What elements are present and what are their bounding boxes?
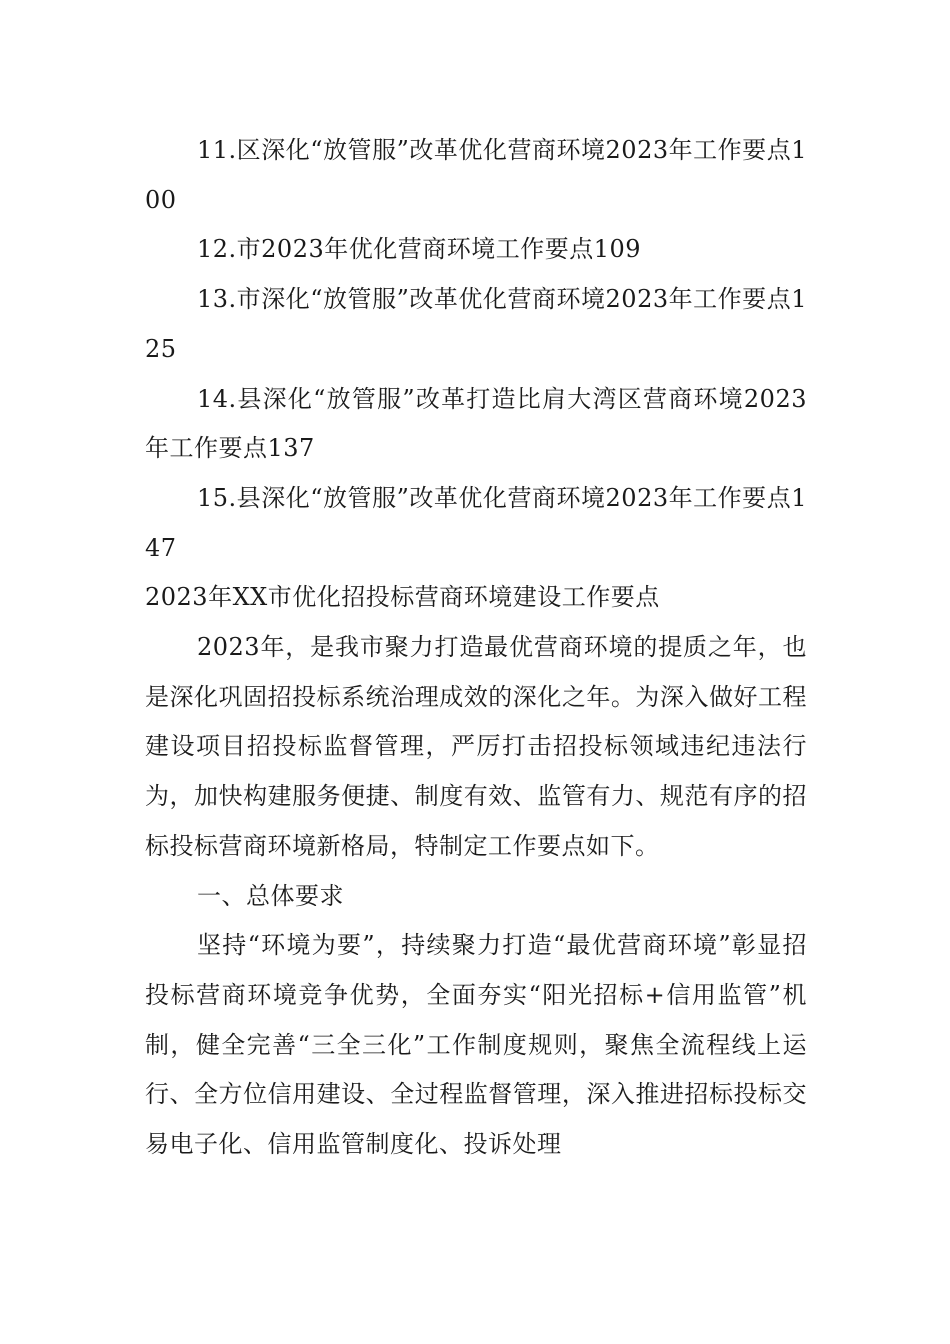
toc-item-15: 15.县深化“放管服”改革优化营商环境2023年工作要点147 [145, 483, 807, 562]
document-title: 2023年XX市优化招投标营商环境建设工作要点 [145, 583, 660, 612]
toc-item-11: 11.区深化“放管服”改革优化营商环境2023年工作要点100 [145, 136, 807, 214]
document-body [145, 126, 807, 1170]
section-heading-general-requirements: 一、总体要求 [197, 881, 344, 910]
toc-item-13: 13.市深化“放管服”改革优化营商环境2023年工作要点125 [145, 285, 807, 363]
toc-item-14: 14.县深化“放管服”改革打造比肩大湾区营商环境2023年工作要点137 [145, 384, 807, 463]
intro-paragraph: 2023年，是我市聚力打造最优营商环境的提质之年，也是深化巩固招投标系统治理成效的深化之年。为深入做好工程建设项目招投标监督管理，严厉打击招投标领域违纪违法行为，加快构建服务便捷、制度有效、监管有力、规范有序的招标投标营商环境新格局，特制定工作要点如下。 [145, 633, 807, 860]
toc-item-12: 12.市2023年优化营商环境工作要点109 [197, 235, 642, 264]
section-body-general-requirements: 坚持“环境为要”，持续聚力打造“最优营商环境”彰显招投标营商环境竞争优势，全面夯实“阳光招标+信用监管”机制，健全完善“三全三化”工作制度规则，聚焦全流程线上运行、全方位信用建设、全过程监督管理，深入推进招标投标交易电子化、信用监管制度化、投诉处理 [145, 931, 807, 1159]
